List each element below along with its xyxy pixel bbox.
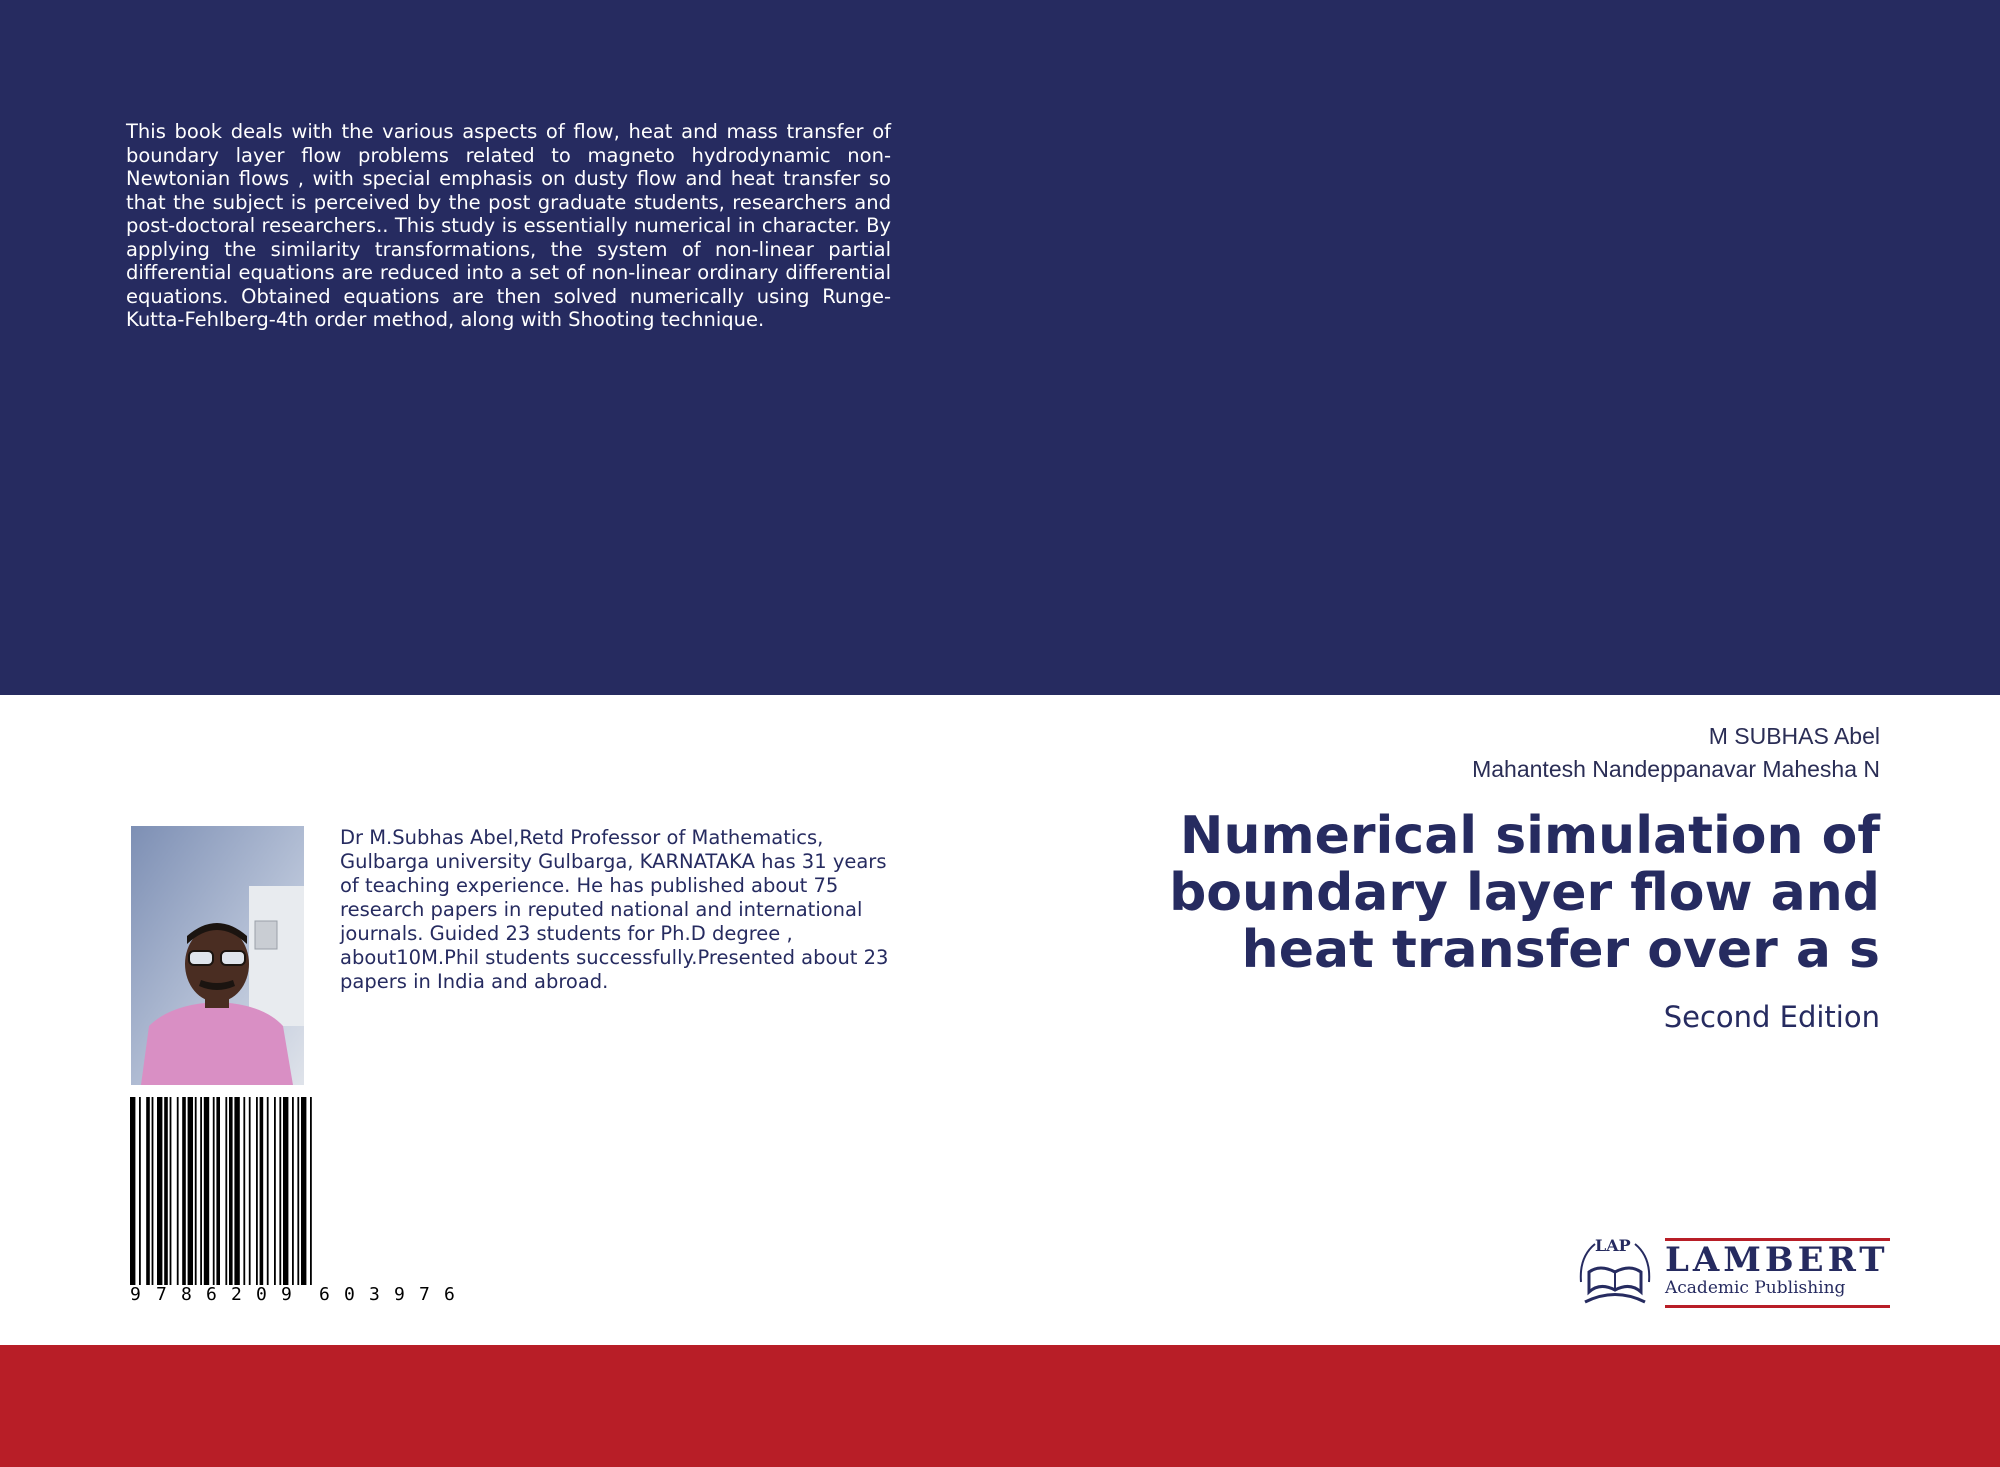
book-title: Numerical simulation of boundary layer flow and heat transfer over a s [1169,806,1880,980]
barcode-bar [139,1097,141,1285]
barcode-digit: 9 [281,1284,292,1302]
bottom-red-band [0,1345,2000,1467]
author-bio: Dr M.Subhas Abel,Retd Professor of Mathematics, Gulbarga university Gulbarga, KARNATAKA has 31 years of teaching experience. He has published about 75 research papers in reputed national and international journals. Guided 23 students for Ph.D degree , about10M.Phil students successfully.Presented about 23 papers in India and abroad. [340,826,889,993]
top-navy-band [0,0,2000,695]
barcode-bar [243,1097,245,1285]
barcode-bar [292,1097,294,1285]
barcode-bar [146,1097,150,1285]
author-name-1: M SUBHAS Abel [1708,723,1880,749]
barcode-bar [260,1097,264,1285]
barcode-bar [249,1097,251,1285]
publisher-tagline: Academic Publishing [1665,1278,1846,1298]
barcode-bar [188,1097,193,1285]
back-cover-blurb: This book deals with the various aspects of flow, heat and mass transfer of boundary layer flow problems related to magneto hydrodynamic non-Newtonian flows , with special emphasis on dusty flow and heat transfer so that the subject is perceived by the post graduate students, researchers and post-doctoral researchers.. This study is essentially numerical in character. By applying the similarity transformations, the system of non-linear partial differential equations are reduced into a set of non-linear ordinary differential equations. Obtained equations are then solved numerically using Runge-Kutta-Fehlberg-4th order method, along with Shooting technique. [126,120,891,331]
barcode-bar [301,1097,306,1285]
barcode-bar [229,1097,233,1285]
barcode-bar [182,1097,186,1285]
barcode-bar [164,1097,168,1285]
author-photo [131,826,304,1085]
barcode-bar [152,1097,154,1285]
barcode-digit: 9 [394,1284,405,1302]
barcode-bar [216,1097,220,1285]
barcode-bar [213,1097,215,1285]
barcode-bar [200,1097,202,1285]
lap-emblem-text: LAP [1595,1236,1631,1255]
barcode-digit: 3 [369,1284,380,1302]
barcode-bar [297,1097,299,1285]
barcode-bar [204,1097,209,1285]
barcode-bar [195,1097,197,1285]
barcode-bar [279,1097,281,1285]
barcode-digit: 7 [156,1284,167,1302]
barcode-digit: 6 [319,1284,330,1302]
barcode-bar [310,1097,312,1285]
barcode-bar [225,1097,227,1285]
barcode-digit: 7 [419,1284,430,1302]
barcode-bar [130,1097,135,1285]
barcode-bar [234,1097,239,1285]
barcode-bar [177,1097,179,1285]
barcode-digit: 6 [444,1284,455,1302]
barcode-bar [170,1097,172,1285]
barcode-digit: 6 [206,1284,217,1302]
edition-label: Second Edition [1663,1000,1880,1034]
barcode-digit: 0 [344,1284,355,1302]
barcode-bar [283,1097,288,1285]
isbn-barcode [128,1097,458,1302]
barcode-bar [256,1097,258,1285]
publisher-logo [1575,1232,1890,1312]
barcode-bar [157,1097,162,1285]
barcode-digit: 0 [256,1284,267,1302]
barcode-digit: 2 [231,1284,242,1302]
barcode-bar [267,1097,269,1285]
barcode-digit: 8 [181,1284,192,1302]
barcode-digit: 9 [130,1284,141,1302]
author-name-2: Mahantesh Nandeppanavar Mahesha N [1472,756,1880,782]
publisher-name: LAMBERT [1665,1240,1889,1280]
barcode-bar [274,1097,276,1285]
author-list [1472,720,1880,786]
